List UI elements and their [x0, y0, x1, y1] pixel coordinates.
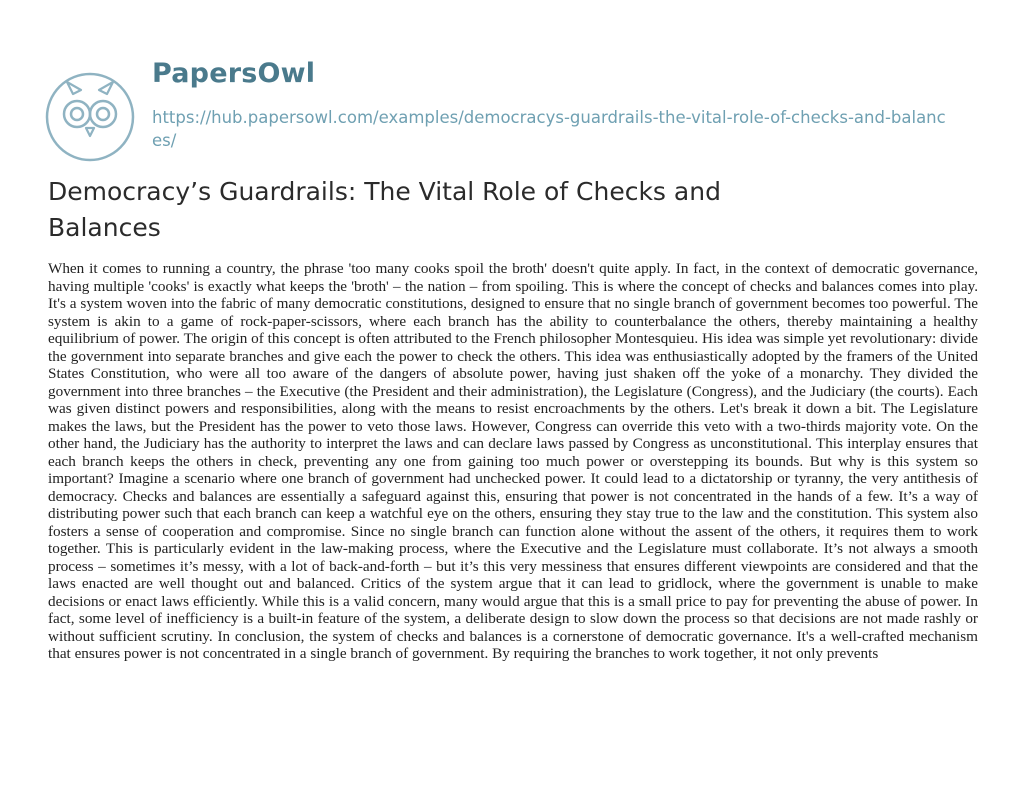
brand-name[interactable]: PapersOwl [152, 58, 316, 89]
page-title: Democracy’s Guardrails: The Vital Role of Checks and Balances [48, 177, 721, 242]
header [45, 50, 985, 160]
essay-body: When it comes to running a country, the phrase 'too many cooks spoil the broth' doesn't quite apply. In fact, in the context of democratic governance, having multiple 'cooks' is exactly what keeps the 'broth' – the nation – from spoiling. This is where the concept of checks and balances comes into play. It's a system woven into the fabric of many democratic constitutions, designed to ensure that no single branch of government becomes too powerful. The system is akin to a game of rock-paper-scissors, where each branch has the ability to counterbalance the others, thereby maintaining a healthy equilibrium of power. The origin of this concept is often attributed to the French philosopher Montesquieu. His idea was simple yet revolutionary: divide the government into separate branches and give each the power to check the others. This idea was enthusiastically adopted by the framers of the United States Constitution, who were all too aware of the dangers of absolute power, having just shaken off the yoke of a monarchy. They divided the government into three branches – the Executive (the President and their administration), the Legislature (Congress), and the Judiciary (the courts). Each was given distinct powers and responsibilities, along with the means to resist encroachments by the others. Let's break it down a bit. The Legislature makes the laws, but the President has the power to veto those laws. However, Congress can override this veto with a two-thirds majority vote. On the other hand, the Judiciary has the authority to interpret the laws and can declare laws passed by Congress as unconstitutional. This interplay ensures that each branch keeps the others in check, preventing any one from gaining too much power or overstepping its bounds. But why is this system so important? Imagine a scenario where one branch of government had unchecked power. It could lead to a dictatorship or tyranny, the very antithesis of democracy. Checks and balances are essentially a safeguard against this, ensuring that power is not concentrated in the hands of a few. It’s a way of distributing power such that each branch can keep a watchful eye on the others, ensuring they stay true to the law and the constitution. This system also fosters a sense of cooperation and compromise. Since no single branch can function alone without the assent of the others, it requires them to work together. This is particularly evident in the law-making process, where the Executive and the Legislature must collaborate. It’s not always a smooth process – sometimes it’s messy, with a lot of back-and-forth – but it’s this very messiness that ensures different viewpoints are considered and that the laws enacted are well thought out and balanced. Critics of the system argue that it can lead to gridlock, where the government is unable to make decisions or enact laws efficiently. While this is a valid concern, many would argue that this is a small price to pay for preventing the abuse of power. In fact, some level of inefficiency is a built-in feature of the system, a deliberate design to slow down the process so that decisions are not made rashly or without sufficient scrutiny. In conclusion, the system of checks and balances is a cornerstone of democratic governance. It's a well-crafted mechanism that ensures power is not concentrated in a single branch of government. By requiring the branches to work together, it not only prevents [48, 260, 978, 662]
owl-logo-icon[interactable] [45, 72, 135, 162]
page-url[interactable]: https://hub.papersowl.com/examples/democracys-guardrails-the-vital-role-of-checks-and-balances/ [152, 108, 946, 150]
